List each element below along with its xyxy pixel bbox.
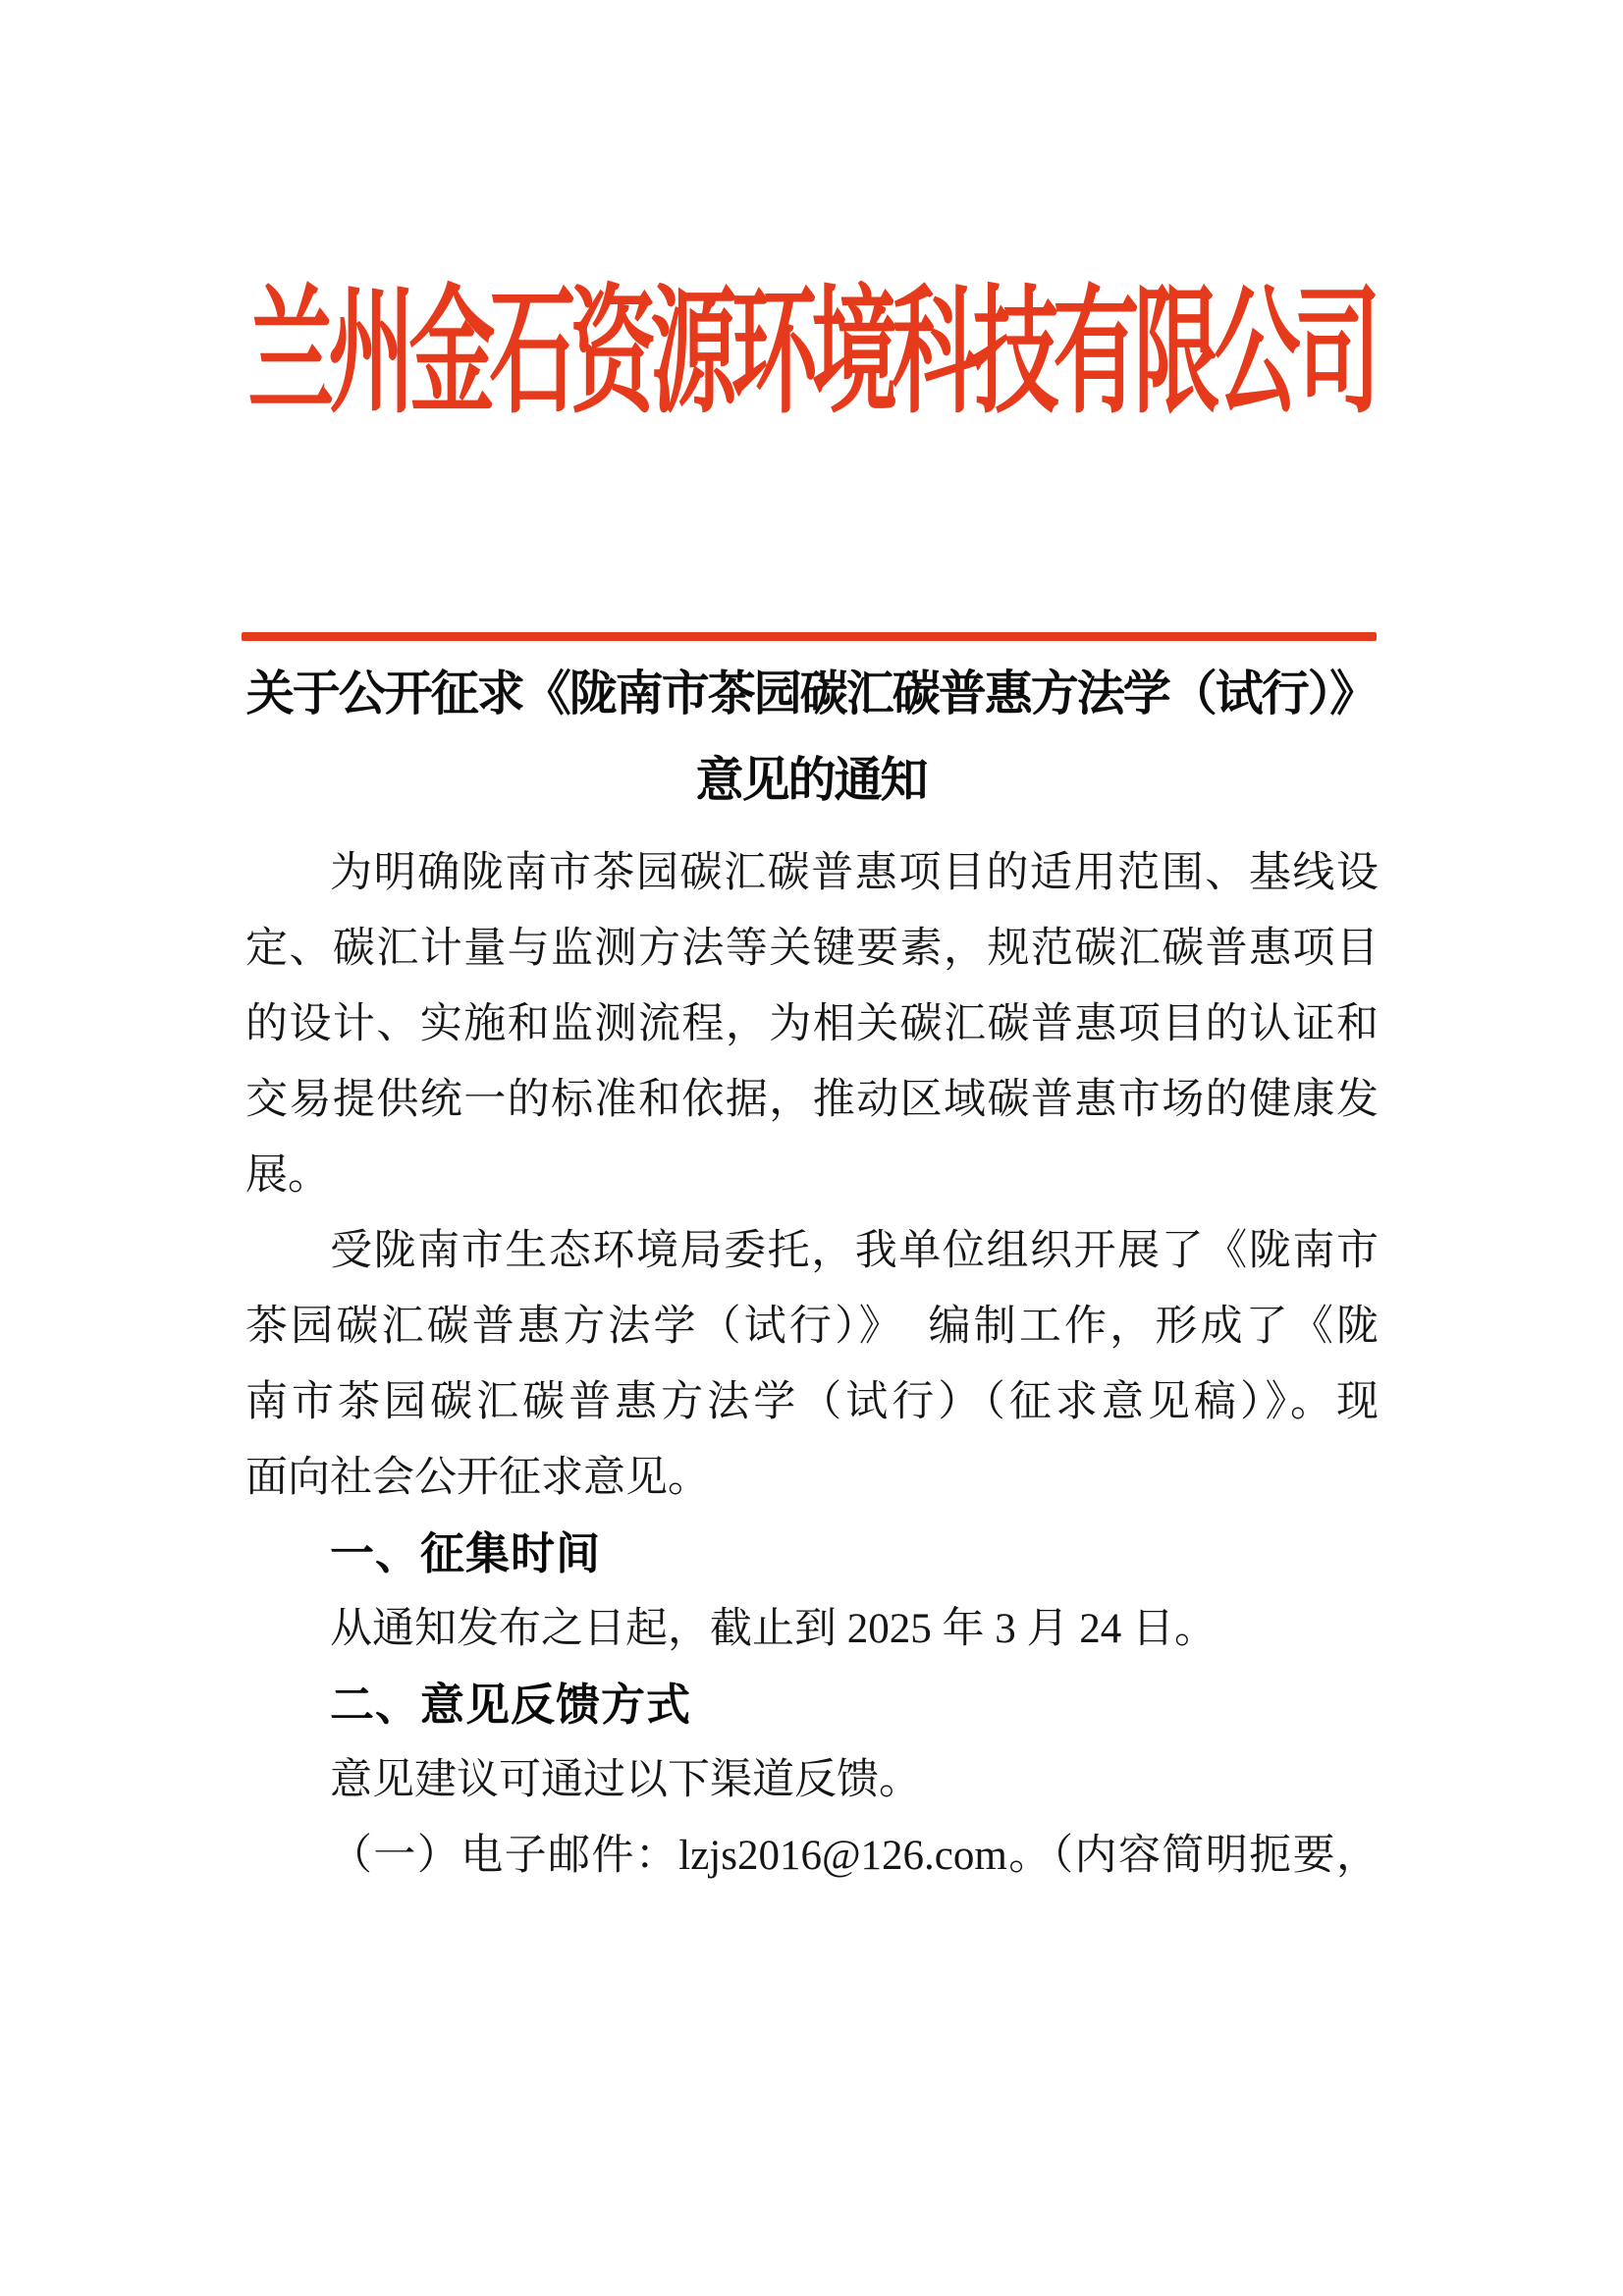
body-line: 交易提供统一的标准和依据，推动区域碳普惠市场的健康发 bbox=[245, 1077, 1379, 1123]
section-heading-feedback-method: 二、意见反馈方式 bbox=[330, 1680, 692, 1730]
body-line: 受陇南市生态环境局委托，我单位组织开展了《陇南市 bbox=[330, 1228, 1379, 1274]
section-heading-collection-time: 一、征集时间 bbox=[330, 1528, 602, 1578]
body-line: 从通知发布之日起，截止到 2025 年 3 月 24 日。 bbox=[330, 1606, 1217, 1652]
body-line: 定、碳汇计量与监测方法等关键要素，规范碳汇碳普惠项目 bbox=[245, 926, 1379, 972]
body-line: 意见建议可通过以下渠道反馈。 bbox=[330, 1757, 921, 1803]
body-line: 茶园碳汇碳普惠方法学（试行）》 编制工作，形成了《陇 bbox=[245, 1304, 1379, 1350]
body-line: 的设计、实施和监测流程，为相关碳汇碳普惠项目的认证和 bbox=[245, 1001, 1379, 1047]
document-title bbox=[124, 651, 1498, 824]
body-line: 面向社会公开征求意见。 bbox=[245, 1455, 710, 1501]
document-title-line-2: 意见的通知 bbox=[695, 753, 927, 807]
document-body bbox=[245, 835, 1379, 1894]
body-line-email: （一）电子邮件：lzjs2016@126.com。（内容简明扼要， bbox=[330, 1833, 1379, 1879]
body-line: 为明确陇南市茶园碳汇碳普惠项目的适用范围、基线设 bbox=[330, 850, 1379, 896]
document-title-line-1: 关于公开征求《陇南市茶园碳汇碳普惠方法学（试行）》 bbox=[245, 667, 1377, 721]
letterhead-divider bbox=[242, 632, 1377, 641]
company-letterhead: 兰州金石资源环境科技有限公司 bbox=[247, 279, 1376, 432]
body-line: 展。 bbox=[245, 1152, 330, 1199]
body-line: 南市茶园碳汇碳普惠方法学（试行）（征求意见稿）》。现 bbox=[245, 1379, 1379, 1425]
